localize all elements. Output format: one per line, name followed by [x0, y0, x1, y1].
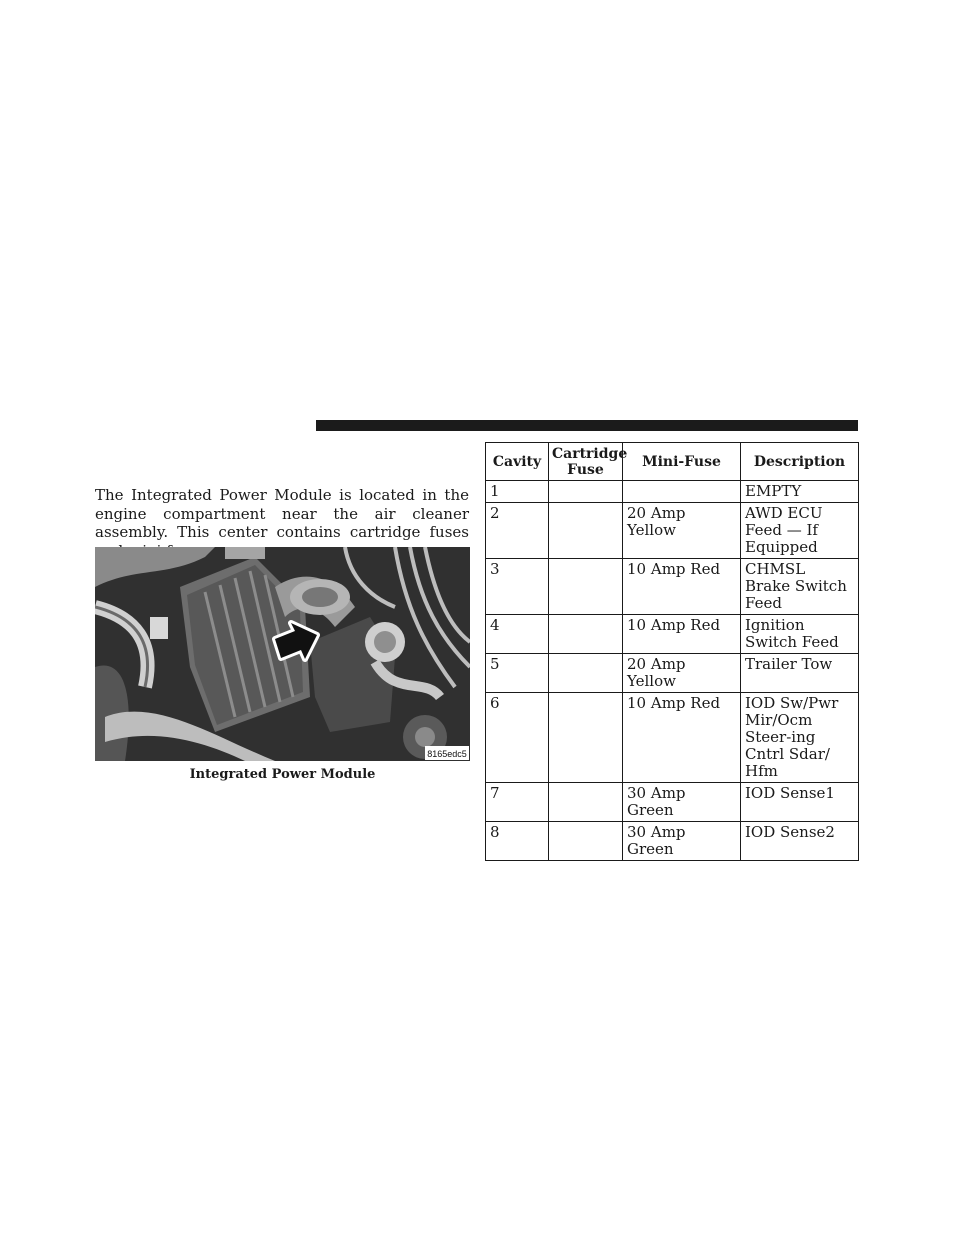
cavity-cell: 2 — [486, 503, 549, 559]
mini-fuse-cell: 30 Amp Green — [623, 822, 741, 861]
cavity-cell: 1 — [486, 481, 549, 503]
section-rule-bar — [316, 420, 858, 431]
header-mini-fuse: Mini-Fuse — [623, 443, 741, 481]
description-cell: IOD Sense1 — [741, 783, 859, 822]
intro-paragraph: The Integrated Power Module is located in the engine compartment near the air cleaner assembly. This center contains cartridge fuses — [95, 486, 469, 541]
table-row — [486, 783, 859, 822]
cavity-cell: 5 — [486, 654, 549, 693]
cartridge-cell — [549, 503, 623, 559]
header-cartridge-fuse: Cartridge Fuse — [549, 443, 623, 481]
engine-compartment-photo — [95, 547, 470, 761]
cartridge-cell — [549, 693, 623, 783]
description-cell: IOD Sense2 — [741, 822, 859, 861]
description-cell: Ignition Switch Feed — [741, 615, 859, 654]
table-row — [486, 654, 859, 693]
mini-fuse-cell: 20 Amp Yellow — [623, 654, 741, 693]
table-row — [486, 503, 859, 559]
mini-fuse-cell: 10 Amp Red — [623, 615, 741, 654]
description-cell: EMPTY — [741, 481, 859, 503]
header-description: Description — [741, 443, 859, 481]
cavity-cell: 7 — [486, 783, 549, 822]
table-row — [486, 559, 859, 615]
cartridge-cell — [549, 783, 623, 822]
cavity-cell: 4 — [486, 615, 549, 654]
description-cell: AWD ECU Feed — If Equipped — [741, 503, 859, 559]
table-row — [486, 615, 859, 654]
fuse-table — [485, 442, 859, 861]
description-cell: Trailer Tow — [741, 654, 859, 693]
figure-code-label: 8165edc5 — [427, 749, 467, 759]
header-cavity: Cavity — [486, 443, 549, 481]
cavity-cell: 8 — [486, 822, 549, 861]
mini-fuse-cell: 20 Amp Yellow — [623, 503, 741, 559]
figure-caption: Integrated Power Module — [189, 767, 376, 782]
cavity-cell: 3 — [486, 559, 549, 615]
table-row — [486, 481, 859, 503]
mini-fuse-cell: 10 Amp Red — [623, 559, 741, 615]
mini-fuse-cell: 10 Amp Red — [623, 693, 741, 783]
cartridge-cell — [549, 559, 623, 615]
mini-fuse-cell — [623, 481, 741, 503]
description-cell: CHMSL Brake Switch Feed — [741, 559, 859, 615]
cartridge-cell — [549, 654, 623, 693]
table-header-row — [486, 443, 859, 481]
cartridge-cell — [549, 481, 623, 503]
table-row — [486, 693, 859, 783]
description-cell: IOD Sw/Pwr Mir/Ocm Steer-ing Cntrl Sdar/ Hfm — [741, 693, 859, 783]
cartridge-cell — [549, 822, 623, 861]
cartridge-cell — [549, 615, 623, 654]
mini-fuse-cell: 30 Amp Green — [623, 783, 741, 822]
table-row — [486, 822, 859, 861]
cavity-cell: 6 — [486, 693, 549, 783]
